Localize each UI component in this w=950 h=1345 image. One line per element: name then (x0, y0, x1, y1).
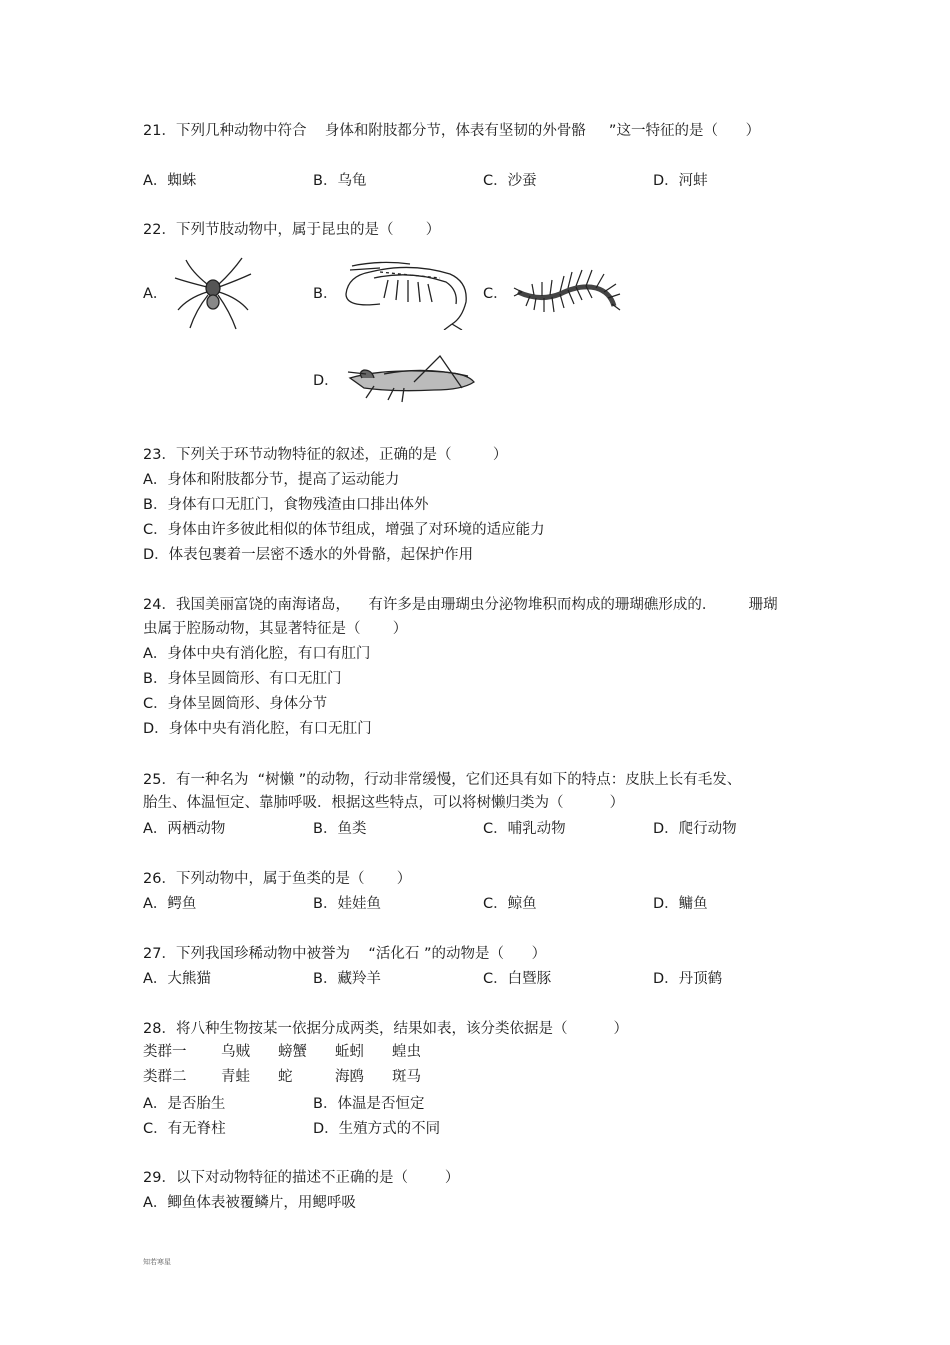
q23-stem: 23．下列关于环节动物特征的叙述，正确的是（ ） (143, 447, 508, 463)
q27-option-d: D．丹顶鹤 (653, 971, 723, 987)
centipede-icon (510, 262, 622, 322)
q24-option-c: C．身体呈圆筒形、身体分节 (143, 696, 328, 712)
shrimp-icon (340, 258, 480, 330)
q21-option-c: C．沙蚕 (483, 173, 537, 189)
q21-stem: 21．下列几种动物中符合 身体和附肢都分节，体表有坚韧的外骨骼 ”这一特征的是（ ） (143, 123, 761, 139)
spider-icon (172, 254, 254, 332)
q23-option-b: B．身体有口无肛门，食物残渣由口排出体外 (143, 497, 429, 513)
q22-stem: 22．下列节肢动物中，属于昆虫的是（ ） (143, 222, 441, 238)
q26-option-b: B．娃娃鱼 (313, 896, 381, 912)
q28-row2-item: 斑马 (392, 1069, 421, 1085)
q25-stem-line1: 25．有一种名为 “树懒 ”的动物，行动非常缓慢，它们还具有如下的特点：皮肤上长有毛发、 (143, 772, 742, 788)
q26-option-c: C．鲸鱼 (483, 896, 537, 912)
q25-option-d: D．爬行动物 (653, 821, 737, 837)
grasshopper-icon (344, 350, 482, 406)
q26-stem: 26．下列动物中，属于鱼类的是（ ） (143, 871, 412, 887)
q29-option-a: A．鲫鱼体表被覆鳞片，用鳃呼吸 (143, 1195, 356, 1211)
q28-row1-item: 蚯蚓 (335, 1044, 364, 1060)
q27-option-b: B．藏羚羊 (313, 971, 381, 987)
q28-row2-item: 海鸥 (335, 1069, 364, 1085)
q28-row1-item: 乌贼 (221, 1044, 250, 1060)
q29-stem: 29．以下对动物特征的描述不正确的是（ ） (143, 1170, 460, 1186)
q28-option-d: D．生殖方式的不同 (313, 1121, 441, 1137)
q28-row2-item: 青蛙 (221, 1069, 250, 1085)
page-footer: 知若寒星 (143, 1258, 171, 1266)
q28-row1-item: 蝗虫 (392, 1044, 421, 1060)
q22-option-b-label: B． (313, 286, 338, 302)
q25-option-c: C．哺乳动物 (483, 821, 566, 837)
q21-option-b: B．乌龟 (313, 173, 367, 189)
q26-option-a: A．鳄鱼 (143, 896, 197, 912)
q27-stem: 27．下列我国珍稀动物中被誉为 “活化石 ”的动物是（ ） (143, 946, 547, 962)
q24-option-a: A．身体中央有消化腔，有口有肛门 (143, 646, 371, 662)
q23-option-d: D．体表包裹着一层密不透水的外骨骼，起保护作用 (143, 547, 474, 563)
q21-option-d: D．河蚌 (653, 173, 708, 189)
q28-row1-item: 螃蟹 (278, 1044, 307, 1060)
q22-option-c-label: C． (483, 286, 508, 302)
q24-stem-line2: 虫属于腔肠动物，其显著特征是（ ） (143, 621, 408, 637)
q22-option-d-label: D． (313, 373, 339, 389)
q25-option-b: B．鱼类 (313, 821, 367, 837)
q28-stem: 28．将八种生物按某一依据分成两类，结果如表，该分类依据是（ ） (143, 1021, 629, 1037)
q24-option-d: D．身体中央有消化腔，有口无肛门 (143, 721, 372, 737)
q28-row2-name: 类群二 (143, 1069, 187, 1085)
q27-option-a: A．大熊猫 (143, 971, 211, 987)
q24-stem-line1: 24．我国美丽富饶的南海诸岛， 有许多是由珊瑚虫分泌物堆积而构成的珊瑚礁形成的． 珊瑚 (143, 597, 778, 613)
q24-option-b: B．身体呈圆筒形、有口无肛门 (143, 671, 342, 687)
q25-option-a: A．两栖动物 (143, 821, 226, 837)
q28-row1-name: 类群一 (143, 1044, 187, 1060)
q28-option-a: A．是否胎生 (143, 1096, 226, 1112)
q23-option-c: C．身体由许多彼此相似的体节组成，增强了对环境的适应能力 (143, 522, 545, 538)
q21-option-a: A．蜘蛛 (143, 173, 197, 189)
q28-row2-item: 蛇 (278, 1069, 293, 1085)
q25-stem-line2: 胎生、体温恒定、靠肺呼吸．根据这些特点，可以将树懒归类为（ ） (143, 795, 625, 811)
q22-option-a-label: A． (143, 286, 168, 302)
q23-option-a: A．身体和附肢都分节，提高了运动能力 (143, 472, 400, 488)
q28-option-b: B．体温是否恒定 (313, 1096, 425, 1112)
q28-option-c: C．有无脊柱 (143, 1121, 226, 1137)
q27-option-c: C．白暨豚 (483, 971, 552, 987)
q26-option-d: D．鳙鱼 (653, 896, 708, 912)
